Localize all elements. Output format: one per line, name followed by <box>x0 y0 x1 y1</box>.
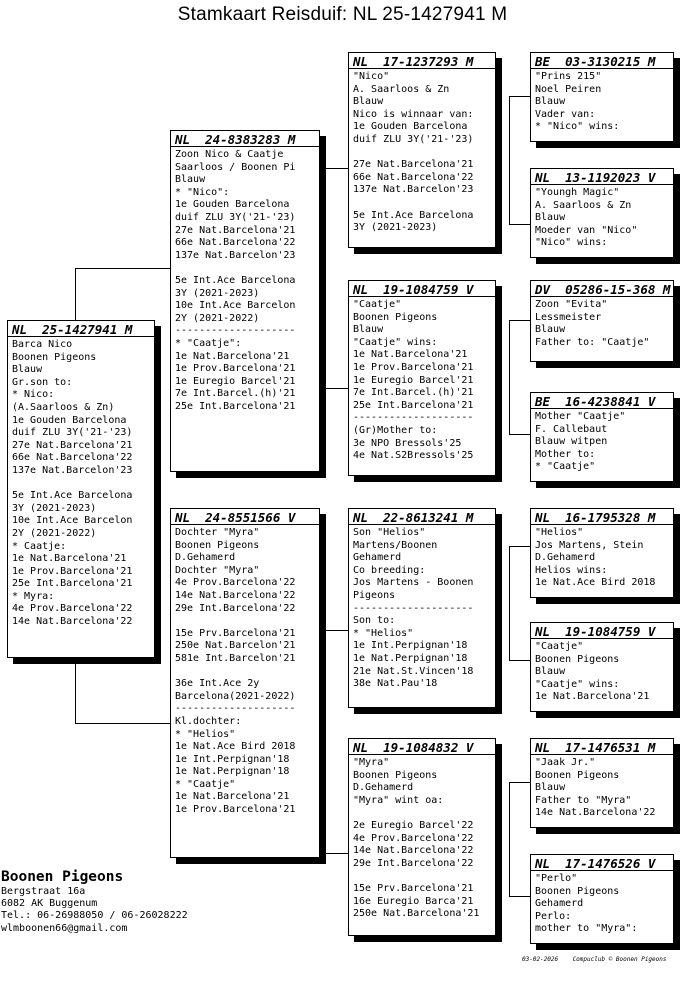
card-line: D.Gehamerd <box>353 782 414 794</box>
owner-address: Bergstraat 16a <box>1 886 86 897</box>
card-line: 3Y (2021-2023) <box>12 502 97 514</box>
card-line: 7e Int.Barcel.(h)'21 <box>175 388 296 400</box>
connector-line <box>509 782 510 896</box>
footer-credit: 03-02-2026 Compuclub © Boonen Pigeons <box>522 956 667 963</box>
connector-line <box>509 546 530 547</box>
owner-name: Boonen Pigeons <box>1 869 124 885</box>
card-line: "Youngh Magic" <box>535 187 620 198</box>
connector-line <box>323 630 324 853</box>
card-line: duif ZLU 3Y('21-'23) <box>353 133 474 145</box>
card-line: Son to: <box>353 615 396 627</box>
card-line: Barca Nico <box>12 339 73 350</box>
card-line: 14e Nat.Barcelona'22 <box>353 845 474 857</box>
ring-number: NL 24-8551566 V <box>171 509 319 525</box>
card-line: Mother to: <box>535 448 596 460</box>
card-line: D.Gehamerd <box>175 552 236 564</box>
card-line: 27e Nat.Barcelona'21 <box>353 159 474 171</box>
pedigree-card-sss <box>530 52 674 142</box>
card-line: 1e Gouden Barcelona <box>12 414 127 426</box>
card-line: "Myra" <box>353 757 390 768</box>
card-line: * Myra: <box>12 590 55 602</box>
card-body <box>531 525 673 592</box>
connector-line <box>75 723 172 724</box>
card-line: -------------------- <box>175 703 296 715</box>
connector-line <box>509 320 510 434</box>
card-line: * Nico: <box>12 389 55 401</box>
card-line: * Caatje: <box>12 540 67 552</box>
card-line: 10e Int.Ace Barcelon <box>12 515 133 527</box>
page-title: Stamkaart Reisduif: NL 25-1427941 M <box>177 4 508 25</box>
card-line: 7e Int.Barcel.(h)'21 <box>353 387 474 399</box>
pedigree-card-ddd <box>530 854 674 944</box>
card-line: 250e Nat.Barcelon'21 <box>175 640 296 652</box>
card-line: 1e Nat.Perpignan'18 <box>175 766 290 778</box>
card-line: * "Helios" <box>175 728 236 740</box>
pedigree-card-sire-sire <box>348 52 496 248</box>
card-line: Lessmeister <box>535 311 602 323</box>
card-line: 1e Prov.Barcelona'21 <box>175 804 296 816</box>
ring-number: NL 22-8613241 M <box>349 509 495 525</box>
card-body <box>531 871 673 938</box>
card-line: (A.Saarloos & Zn) <box>12 401 115 413</box>
connector-line <box>509 96 510 224</box>
card-line: "Caatje" <box>353 299 402 310</box>
card-line <box>175 262 315 275</box>
card-line: Boonen Pigeons <box>535 769 620 781</box>
card-line: 27e Nat.Barcelona'21 <box>175 224 296 236</box>
card-line: Saarloos / Boonen Pi <box>175 161 296 173</box>
ring-number: NL 25-1427941 M <box>8 321 154 337</box>
card-body <box>349 297 495 465</box>
pedigree-card-sds <box>530 280 674 362</box>
card-line: 66e Nat.Barcelona'22 <box>175 237 296 249</box>
pedigree-card-dam-dam <box>348 738 496 936</box>
card-line: Dochter "Myra" <box>175 527 260 538</box>
card-line: 29e Int.Barcelona'22 <box>353 857 474 869</box>
card-line: 25e Int.Barcelona'21 <box>353 399 474 411</box>
owner-email[interactable]: wlmboonen66@gmail.com <box>1 922 128 934</box>
card-line: 2e Euregio Barcel'22 <box>353 819 474 831</box>
card-line: "Perlo" <box>535 873 578 884</box>
pedigree-card-root <box>7 320 155 658</box>
card-line: Boonen Pigeons <box>353 311 438 323</box>
card-line: 4e Prov.Barcelona'22 <box>353 832 474 844</box>
ring-number: BE 16-4238841 V <box>531 393 673 409</box>
card-line: Pigeons <box>353 589 396 601</box>
owner-info <box>1 868 188 935</box>
card-line: "Jaak Jr." <box>535 757 596 768</box>
card-line: Helios wins: <box>535 564 608 576</box>
card-line <box>353 197 491 210</box>
card-line: Martens/Boonen <box>353 539 438 551</box>
card-line: Gr.son to: <box>12 376 73 388</box>
pedigree-card-sdd <box>530 392 674 482</box>
card-line: 4e Nat.S2Bressols'25 <box>353 450 474 462</box>
connector-line <box>509 96 530 97</box>
card-line: 1e Int.Perpignan'18 <box>353 640 468 652</box>
card-line: Dochter "Myra" <box>175 564 260 576</box>
card-line: Zoon Nico & Caatje <box>175 149 284 160</box>
pedigree-card-ssd <box>530 168 674 258</box>
card-line: 1e Prov.Barcelona'21 <box>12 565 133 577</box>
connector-line <box>323 630 350 631</box>
ring-number: BE 03-3130215 M <box>531 53 673 69</box>
card-line: * "Nico" wins: <box>535 121 620 133</box>
card-line: "Caatje" wins: <box>535 678 620 690</box>
card-body <box>531 639 673 706</box>
card-line: duif ZLU 3Y('21-'23) <box>12 427 133 439</box>
card-body <box>8 337 154 631</box>
connector-line <box>323 168 350 169</box>
card-line: 1e Gouden Barcelona <box>353 121 468 133</box>
card-line: 1e Nat.Barcelona'21 <box>353 349 468 361</box>
card-line: 25e Int.Barcelona'21 <box>175 400 296 412</box>
card-body <box>349 69 495 237</box>
card-line <box>353 147 491 160</box>
pedigree-card-dam-sire <box>348 508 496 708</box>
card-line: Blauw <box>12 364 43 376</box>
card-line: 66e Nat.Barcelona'22 <box>353 171 474 183</box>
card-line: 1e Nat.Barcelona'21 <box>535 691 650 703</box>
card-line: Gehamerd <box>353 552 402 564</box>
card-line: -------------------- <box>353 602 474 614</box>
card-body <box>171 525 319 819</box>
card-line: 1e Nat.Barcelona'21 <box>175 791 290 803</box>
card-line: "Nico" <box>353 71 390 82</box>
card-line: (Gr)Mother to: <box>353 424 438 436</box>
card-line: 2Y (2021-2022) <box>175 312 260 324</box>
ring-number: NL 17-1237293 M <box>349 53 495 69</box>
connector-line <box>509 782 530 783</box>
card-line: 1e Prov.Barcelona'21 <box>175 363 296 375</box>
card-line: 4e Prov.Barcelona'22 <box>175 577 296 589</box>
card-line: 250e Nat.Barcelona'21 <box>353 908 480 920</box>
card-body <box>531 185 673 252</box>
card-line: Blauw witpen <box>535 436 608 448</box>
connector-line <box>509 224 530 225</box>
card-line <box>175 666 315 679</box>
card-line: 27e Nat.Barcelona'21 <box>12 439 133 451</box>
card-line: 2Y (2021-2022) <box>12 527 97 539</box>
card-line: mother to "Myra": <box>535 923 638 935</box>
card-line: 5e Int.Ace Barcelona <box>353 209 474 221</box>
card-line: Vader van: <box>535 108 596 120</box>
card-line: Blauw <box>353 324 384 336</box>
owner-phone: Tel.: 06-26988050 / 06-26028222 <box>1 910 188 922</box>
connector-line <box>509 896 530 897</box>
card-line: Father to "Myra" <box>535 794 632 806</box>
card-line: * "Helios" <box>353 627 414 639</box>
card-line: 5e Int.Ace Barcelona <box>175 274 296 286</box>
card-line: 25e Int.Barcelona'21 <box>12 578 133 590</box>
ring-number: NL 19-1084832 V <box>349 739 495 755</box>
card-line: 36e Int.Ace 2y <box>175 678 260 690</box>
card-line: 16e Euregio Barca'21 <box>353 895 474 907</box>
card-line: Boonen Pigeons <box>535 653 620 665</box>
connector-line <box>75 268 172 269</box>
card-line: 14e Nat.Barcelona'22 <box>175 589 296 601</box>
ring-number: NL 19-1084759 V <box>531 623 673 639</box>
card-line: 137e Nat.Barcelon'23 <box>12 464 133 476</box>
card-line: Blauw <box>175 174 206 186</box>
card-line: "Nico" wins: <box>535 237 608 249</box>
card-line: Boonen Pigeons <box>353 769 438 781</box>
card-line: "Helios" <box>535 527 584 538</box>
card-line: 1e Nat.Ace Bird 2018 <box>175 741 296 753</box>
card-body <box>171 147 319 415</box>
card-line: "Caatje" wins: <box>353 336 438 348</box>
ring-number: NL 17-1476531 M <box>531 739 673 755</box>
connector-line <box>509 660 530 661</box>
card-line: 14e Nat.Barcelona'22 <box>535 807 656 819</box>
card-line: * "Caatje": <box>175 337 242 349</box>
card-line: 4e Prov.Barcelona'22 <box>12 603 133 615</box>
card-line: 66e Nat.Barcelona'22 <box>12 452 133 464</box>
card-line: 29e Int.Barcelona'22 <box>175 602 296 614</box>
card-line <box>12 478 150 491</box>
card-line: Perlo: <box>535 910 572 922</box>
card-line: 14e Nat.Barcelona'22 <box>12 616 133 628</box>
card-line: Boonen Pigeons <box>175 539 260 551</box>
card-line: 1e Nat.Perpignan'18 <box>353 652 468 664</box>
card-line: Boonen Pigeons <box>12 351 97 363</box>
card-line: 1e Euregio Barcel'21 <box>175 375 296 387</box>
ring-number: NL 24-8383283 M <box>171 131 319 147</box>
ring-number: DV 05286-15-368 M <box>531 281 673 297</box>
ring-number: NL 16-1795328 M <box>531 509 673 525</box>
card-line <box>353 870 491 883</box>
card-line: Father to: "Caatje" <box>535 336 650 348</box>
card-line: 15e Prv.Barcelona'21 <box>175 627 296 639</box>
card-line: * "Nico": <box>175 186 230 198</box>
card-line: Moeder van "Nico" <box>535 224 638 236</box>
card-line <box>353 807 491 820</box>
card-line: 1e Nat.Barcelona'21 <box>12 553 127 565</box>
connector-line <box>509 320 530 321</box>
card-line: Blauw <box>535 666 566 678</box>
card-line: Noel Peiren <box>535 83 602 95</box>
card-line: 15e Prv.Barcelona'21 <box>353 882 474 894</box>
card-line: Jos Martens - Boonen <box>353 577 474 589</box>
card-line: * "Caatje" <box>175 778 236 790</box>
card-line: 137e Nat.Barcelon'23 <box>175 249 296 261</box>
card-line: Nico is winnaar van: <box>353 108 474 120</box>
card-line <box>175 615 315 628</box>
card-body <box>531 69 673 136</box>
card-line: Blauw <box>535 324 566 336</box>
card-line: * "Caatje" <box>535 461 596 473</box>
card-line: Gehamerd <box>535 898 584 910</box>
card-line: -------------------- <box>353 412 474 424</box>
card-line: 1e Int.Perpignan'18 <box>175 753 290 765</box>
card-line: -------------------- <box>175 325 296 337</box>
card-body <box>349 525 495 693</box>
pedigree-card-dss <box>530 508 674 598</box>
card-line: 137e Nat.Barcelon'23 <box>353 184 474 196</box>
card-line: Son "Helios" <box>353 527 426 538</box>
card-line: 1e Euregio Barcel'21 <box>353 374 474 386</box>
ring-number: NL 17-1476526 V <box>531 855 673 871</box>
card-body <box>531 755 673 822</box>
card-line: 1e Nat.Barcelona'21 <box>175 350 290 362</box>
pedigree-card-dds <box>530 738 674 828</box>
card-line: Kl.dochter: <box>175 715 242 727</box>
card-line: Boonen Pigeons <box>535 885 620 897</box>
card-line: 1e Gouden Barcelona <box>175 199 290 211</box>
card-line: 581e Int.Barcelon'21 <box>175 652 296 664</box>
card-line: 5e Int.Ace Barcelona <box>12 490 133 502</box>
card-line: Blauw <box>535 782 566 794</box>
card-line: Zoon "Evita" <box>535 299 608 310</box>
pedigree-card-sire <box>170 130 320 472</box>
card-body <box>531 409 673 476</box>
card-line: D.Gehamerd <box>535 552 596 564</box>
connector-line <box>323 853 350 854</box>
card-line: F. Callebaut <box>535 423 608 435</box>
ring-number: NL 13-1192023 V <box>531 169 673 185</box>
card-line: duif ZLU 3Y('21-'23) <box>175 211 296 223</box>
card-body <box>349 755 495 923</box>
card-line: 3e NPO Bressols'25 <box>353 437 462 449</box>
card-line: "Myra" wint oa: <box>353 794 444 806</box>
card-line: Mother "Caatje" <box>535 411 626 422</box>
card-line: 38e Nat.Pau'18 <box>353 678 438 690</box>
card-line: "Caatje" <box>535 641 584 652</box>
card-line: Co breeding: <box>353 564 426 576</box>
owner-postal: 6082 AK Buggenum <box>1 898 98 910</box>
ring-number: NL 19-1084759 V <box>349 281 495 297</box>
connector-line <box>509 434 530 435</box>
pedigree-card-dsd <box>530 622 674 712</box>
card-line: 3Y (2021-2023) <box>175 287 260 299</box>
connector-line <box>323 168 324 388</box>
card-line: Blauw <box>535 96 566 108</box>
card-line: 1e Prov.Barcelona'21 <box>353 361 474 373</box>
card-line: Blauw <box>535 212 566 224</box>
card-line: "Prins 215" <box>535 71 602 82</box>
card-body <box>531 297 673 351</box>
card-line: 10e Int.Ace Barcelon <box>175 300 296 312</box>
card-line: A. Saarloos & Zn <box>353 83 450 95</box>
card-line: A. Saarloos & Zn <box>535 199 632 211</box>
card-line: Barcelona(2021-2022) <box>175 690 296 702</box>
connector-line <box>509 546 510 660</box>
card-line: 3Y (2021-2023) <box>353 222 438 234</box>
pedigree-card-sire-dam <box>348 280 496 476</box>
card-line: 1e Nat.Ace Bird 2018 <box>535 577 656 589</box>
card-line: Jos Martens, Stein <box>535 539 644 551</box>
pedigree-card-dam <box>170 508 320 858</box>
card-line: Blauw <box>353 96 384 108</box>
card-line: 21e Nat.St.Vincen'18 <box>353 665 474 677</box>
connector-line <box>323 388 350 389</box>
